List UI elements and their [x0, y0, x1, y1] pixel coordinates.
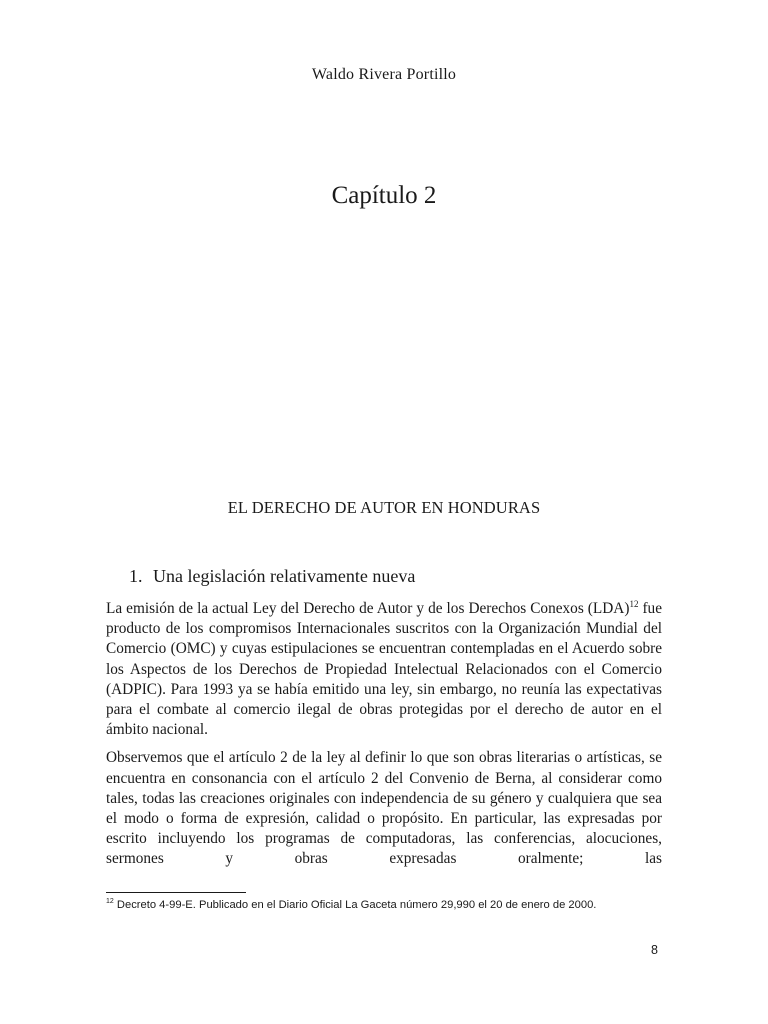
- footnote-separator: [106, 892, 246, 893]
- paragraph-1: [106, 599, 662, 740]
- subsection-number: 1.: [129, 566, 143, 586]
- body-text: [106, 599, 662, 878]
- running-header-author: Waldo Rivera Portillo: [311, 66, 457, 83]
- subsection-title: Una legislación relativamente nueva: [153, 566, 416, 586]
- paragraph-2: Observemos que el artículo 2 de la ley al definir lo que son obras literarias o artísticas, se encuentra en consonancia con el artículo 2 del Convenio de Berna, al considerar como tales, todas las creaciones originales con independencia de su género y cualquiera que sea el modo o forma de expresión, calidad o propósito. En particular, las expresadas por escrito incluyendo los programas de computadoras, las conferencias, alocuciones, sermones y obras expresadas oralmente; las: [106, 749, 662, 868]
- footnote-reference[interactable]: 12: [629, 599, 639, 609]
- footnote-number: 12: [106, 898, 114, 905]
- subsection-heading: [129, 566, 415, 587]
- page-number: 8: [651, 943, 658, 957]
- chapter-title: Capítulo 2: [331, 182, 437, 209]
- paragraph-1-start: La emisión de la actual Ley del Derecho de Autor y de los Derechos Conexos (LDA): [106, 600, 630, 617]
- footnote: [106, 899, 596, 911]
- section-title: EL DERECHO DE AUTOR EN HONDURAS: [227, 498, 541, 517]
- paragraph-1-rest: fue producto de los compromisos Internacionales suscritos con la Organización Mundial del Comercio (OMC) y cuyas estipulaciones se encuentran contempladas en el Acuerdo sobre los Aspectos de los Derechos de Propiedad Intelectual Relacionados con el Comercio (ADPIC). Para 1993 ya se había emitido una ley, sin embargo, no reunía las expectativas para el combate al comercio ilegal de obras protegidas por el derecho de autor en el ámbito nacional.: [106, 600, 662, 739]
- footnote-text: Decreto 4-99-E. Publicado en el Diario Oficial La Gaceta número 29,990 el 20 de enero de 2000.: [113, 899, 597, 911]
